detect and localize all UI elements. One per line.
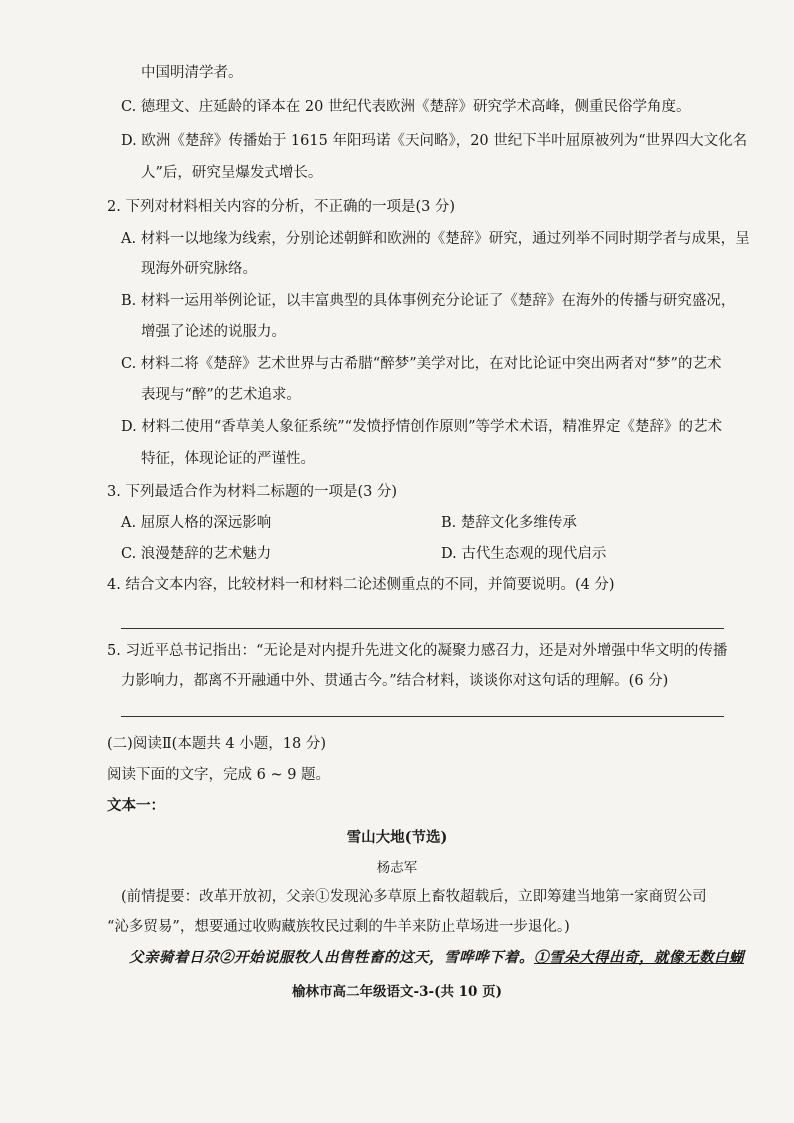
body-plain-text: 父亲骑着日尕②开始说服牧人出售牲畜的这天，雪哗哗下着。: [129, 949, 534, 966]
q3-option-b: B. 楚辞文化多维传承: [441, 515, 577, 531]
q2-option-b-line2: 增强了论述的说服力。: [141, 324, 286, 340]
body-underlined-text: ①雪朵大得出奇，就像无数白蝴: [534, 949, 744, 966]
preface-line1: (前情提要：改革开放初，父亲①发现沁多草原上畜牧超载后，立即筹建当地第一家商贸公司: [121, 889, 707, 905]
q2-option-a-line2: 现海外研究脉络。: [141, 261, 257, 277]
q3-stem: 3. 下列最适合作为材料二标题的一项是(3 分): [107, 484, 398, 500]
section2-heading: (二)阅读Ⅱ(本题共 4 小题，18 分): [107, 736, 326, 752]
section2-instruction: 阅读下面的文字，完成 6 ~ 9 题。: [107, 767, 331, 783]
q2-option-b-line1: B. 材料一运用举例论证，以丰富典型的具体事例充分论证了《楚辞》在海外的传播与研究盛况，: [121, 293, 736, 309]
q5-stem-line1: 5. 习近平总书记指出：“无论是对内提升先进文化的凝聚力感召力，还是对外增强中华文明的传播: [107, 643, 728, 659]
q4-answer-line[interactable]: [121, 628, 724, 629]
q1-option-d-line1: D. 欧洲《楚辞》传播始于 1615 年阳玛诺《天问略》，20 世纪下半叶屈原被列为“世界四大文化名: [121, 133, 748, 149]
article-body-line1: [129, 947, 774, 969]
q3-option-c: C. 浪漫楚辞的艺术魅力: [121, 546, 272, 562]
q3-option-a: A. 屈原人格的深远影响: [121, 515, 272, 531]
q3-option-d: D. 古代生态观的现代启示: [441, 546, 607, 562]
q2-option-c-line1: C. 材料二将《楚辞》艺术世界与古希腊“醉梦”美学对比，在对比论证中突出两者对“梦”的艺术: [121, 356, 722, 372]
text-one-label: 文本一：: [107, 797, 165, 814]
q4-stem: 4. 结合文本内容，比较材料一和材料二论述侧重点的不同，并简要说明。(4 分): [107, 577, 615, 593]
q1-continuation-line: 中国明清学者。: [141, 65, 243, 81]
q1-option-c: C. 德理文、庄延龄的译本在 20 世纪代表欧洲《楚辞》研究学术高峰，侧重民俗学角度。: [121, 99, 691, 115]
preface-line2: “沁多贸易”，想要通过收购藏族牧民过剩的牛羊来防止草场进一步退化。): [107, 919, 570, 935]
q5-answer-line[interactable]: [121, 716, 724, 717]
q2-option-c-line2: 表现与“醉”的艺术追求。: [141, 387, 301, 403]
article-title: 雪山大地(节选): [346, 829, 448, 846]
q1-option-d-line2: 人”后，研究呈爆发式增长。: [141, 165, 323, 181]
q5-stem-line2: 力影响力，都离不开融通中外、贯通古今。”结合材料，谈谈你对这句话的理解。(6 分): [121, 673, 669, 689]
q2-stem: 2. 下列对材料相关内容的分析，不正确的一项是(3 分): [107, 199, 456, 215]
article-author: 杨志军: [376, 860, 418, 876]
q2-option-a-line1: A. 材料一以地缘为线索，分别论述朝鲜和欧洲的《楚辞》研究，通过列举不同时期学者与成果，呈: [121, 231, 750, 247]
q2-option-d-line1: D. 材料二使用“香草美人象征系统”“发愤抒情创作原则”等学术术语，精准界定《楚辞》的艺术: [121, 419, 722, 435]
page-footer: 榆林市高二年级语文-3-(共 10 页): [291, 984, 503, 1000]
q2-option-d-line2: 特征，体现论证的严谨性。: [141, 451, 315, 467]
